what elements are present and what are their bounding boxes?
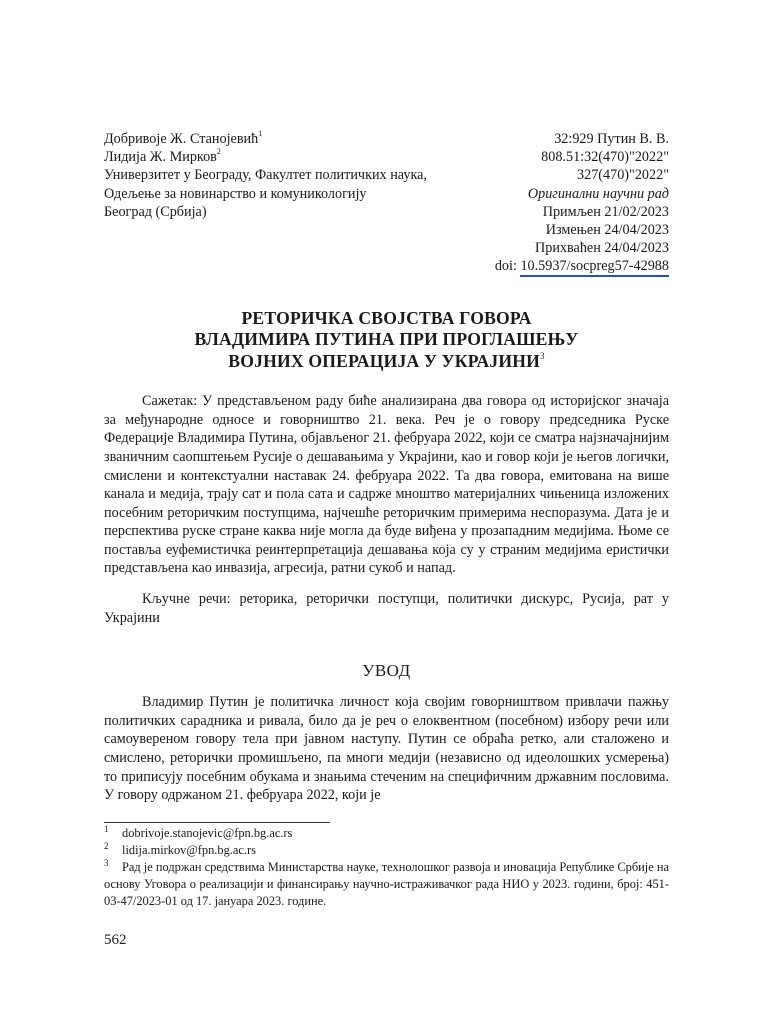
- affiliation-line-2: Одељење за новинарство и комуникологију: [104, 185, 367, 202]
- keywords: Кључне речи: реторика, реторички поступци, политички дискурс, Русија, рат у Украјини: [104, 591, 669, 626]
- footnote-2: 2 lidija.mirkov@fpn.bg.ac.rs: [104, 840, 256, 857]
- author-block: [104, 130, 427, 276]
- author-1: Добривоје Ж. Станојевић$^1$: [104, 129, 263, 147]
- doi-link[interactable]: 10.5937/socpreg57-42988: [520, 258, 669, 277]
- metadata-block: [495, 130, 669, 276]
- abstract: Сажетак: У представљеном раду биће анализирана два говора од историјског значаја за међународне односе и говорништво 21. века. Реч је о говору председника Руске Федерације Владимира Путина, објављеног 21. фебруара 2022, који се сматра најзначајнијим званичним саопштењем Русије о дешавањима у Украјини, као и говор који је његов логички, смислени и контекстуални наставак 24. фебруара 2022. Та два говора, емитована на више канала и медија, трају сат и пола сата и садрже мноштво материјалних чињеница изложених посебним реторичким поступцима, најчешће реторичким примерима неспоразума. Дата је и перспектива руске стране каква није могла да буде виђена у прозападним медијима. Њоме се поставља еуфемистичка реинтерпретација дешавања која су у страним медијима еристички представљена као инвазија, агресија, ратни сукоб и напад.: [104, 393, 669, 577]
- udc-line-1: 32:929 Путин В. В.: [554, 131, 669, 147]
- paper-type: Оригинални научни рад: [527, 185, 669, 202]
- footnote-1: 1 dobrivoje.stanojevic@fpn.bg.ac.rs: [104, 823, 293, 840]
- paper-page: [104, 130, 669, 805]
- footnote-divider: [104, 822, 330, 823]
- title-line-2: ВЛАДИМИРА ПУТИНА ПРИ ПРОГЛАШЕЊУ: [194, 329, 579, 350]
- intro-paragraph: Владимир Путин је политичка личност која својим говорништвом привлачи пажњу политичких сарадника и ривала, било да је реч о елоквентном (посебном) избору речи или самоувереном говору тела при јавном наступу. Путин се обраћа ретко, али сталожено и смислено, реторички промишљено, па многи медији (независно од идеолошких усмерења) то приписују посебним обукама и знањима стеченим на специфичним државним пословима. У говору одржаном 21. фебруара 2022, који је: [104, 694, 669, 804]
- section-heading-intro: УВОД: [362, 661, 411, 681]
- accepted-date: Прихваћен 24/04/2023: [535, 240, 669, 257]
- doi-line: doi: 10.5937/socpreg57-42988: [495, 257, 669, 275]
- footnote-ref-1[interactable]: 1: [258, 129, 263, 139]
- author-2: Лидија Ж. Мирков$^2$: [104, 147, 221, 166]
- article-title: [104, 308, 669, 373]
- footnote-ref-2[interactable]: 2: [216, 147, 221, 157]
- footnote-email-1[interactable]: dobrivoje.stanojevic@fpn.bg.ac.rs: [122, 826, 293, 840]
- affiliation-line-3: Београд (Србија): [104, 203, 207, 220]
- footnote-funding-text: Рад је подржан средствима Министарства науке, технолошког развоја и иновација Републике Србије на основу Уговора о реализацији и финансирању научно-истраживачког рада НИО у 2023. години, број: 451-03-47/2023-01 од 17. јануара 2023. године.: [104, 860, 669, 908]
- udc-line-3: 327(470)"2022": [577, 167, 669, 184]
- footnote-ref-3[interactable]: 3: [540, 350, 545, 361]
- footnote-email-2[interactable]: lidija.mirkov@fpn.bg.ac.rs: [122, 843, 256, 857]
- footnote-3: 3 Рад је подржан средствима Министарства науке, технолошког развоја и иновација Републике Србије на основу Уговора о реализацији и финансирању научно-истраживачког рада НИО у 2023. години, број: 451-03-47/2023-01 од 17. јануара 2023. године.: [104, 857, 669, 908]
- page-number: 562: [104, 932, 127, 948]
- udc-line-2: 808.51:32(470)"2022": [541, 149, 669, 166]
- revised-date: Измењен 24/04/2023: [545, 222, 669, 239]
- affiliation-line-1: Универзитет у Београду, Факултет политичких наука,: [104, 167, 427, 184]
- received-date: Примљен 21/02/2023: [542, 203, 669, 220]
- article-header: [104, 130, 669, 276]
- footnotes: [104, 825, 669, 910]
- title-line-3: ВОЈНИХ ОПЕРАЦИЈА У УКРАЈИНИ$^3$: [228, 350, 545, 371]
- title-line-1: РЕТОРИЧКА СВОЈСТВА ГОВОРА: [241, 307, 532, 328]
